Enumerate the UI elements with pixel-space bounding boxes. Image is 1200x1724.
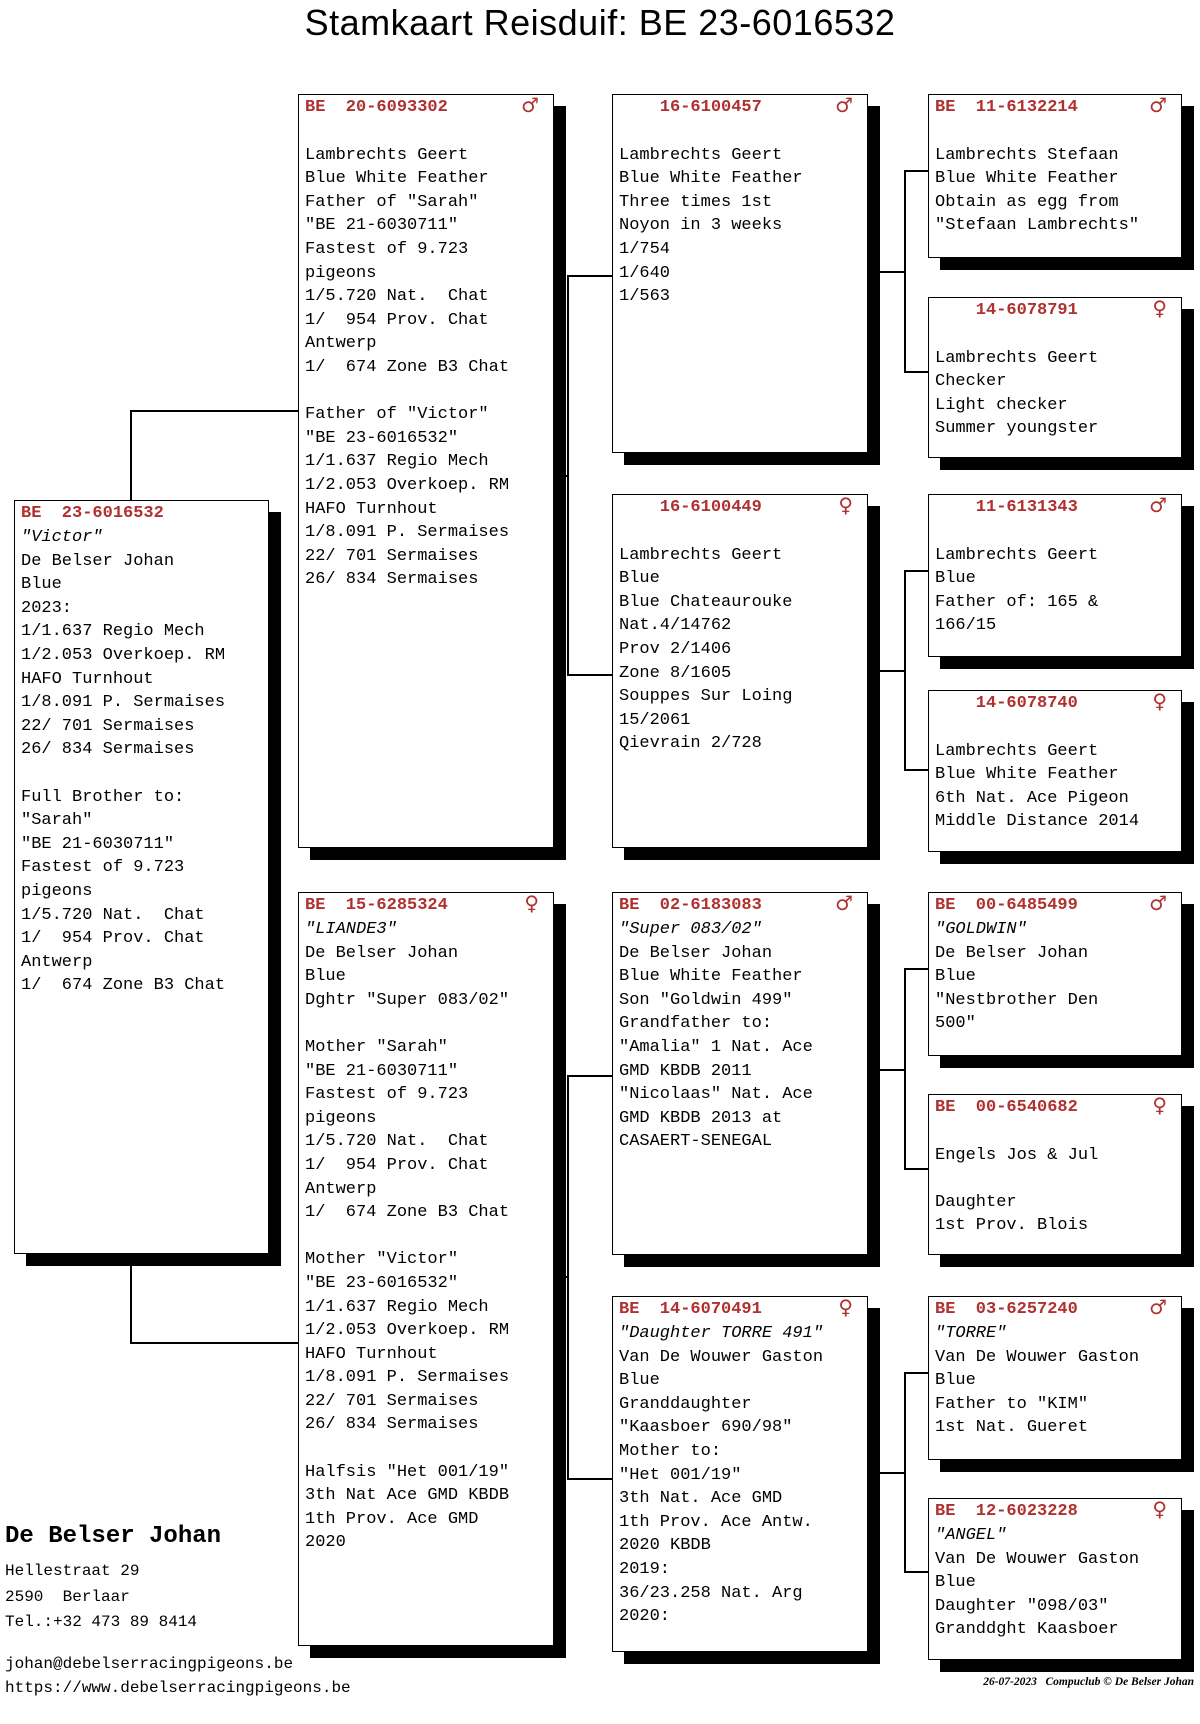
pedigree-line: De Belser Johan [619,943,773,963]
pedigree-line: Fastest of 9.723 [305,1085,469,1105]
pedigree-line: Light checker [935,395,1068,415]
pigeon-card-ffm [928,297,1182,458]
pedigree-line: "TORRE" [935,1324,1007,1343]
pedigree-line: 1/754 [619,239,671,259]
pedigree-line: 1/ 674 Zone B3 Chat [21,976,226,996]
pedigree-line: 26/ 834 Sermaises [305,1415,479,1435]
pedigree-line: "Super 083/02" [619,920,762,939]
connector-line [567,674,612,676]
pedigree-line: Three times 1st [619,192,773,212]
ring-number-text: BE 23-6016532 [21,504,164,523]
pedigree-line: Obtain as egg from [935,192,1119,212]
pedigree-line: 2020: [619,1607,671,1627]
pedigree-line: Son "Goldwin 499" [619,990,793,1010]
pedigree-line: 3th Nat Ace GMD KBDB [305,1486,510,1506]
ring-number [305,894,547,918]
owner-phone: Tel.:+32 473 89 8414 [5,1613,198,1631]
ring-number [935,299,1175,323]
pigeon-card-subject [14,500,269,1254]
pedigree-line: Halfsis "Het 001/19" [305,1462,510,1482]
pedigree-line: Dghtr "Super 083/02" [305,990,510,1010]
pedigree-line: Blue White Feather [935,169,1119,189]
pedigree-line: 1/1.637 Regio Mech [305,452,489,472]
male-icon: ♂ [1149,494,1167,517]
pedigree-line: 22/ 701 Sermaises [305,546,479,566]
pigeon-card-father-father [612,94,868,453]
male-icon: ♂ [1149,94,1167,117]
pigeon-card-father-mother [612,494,868,848]
pedigree-line [935,520,1175,544]
pedigree-line: Antwerp [305,334,377,354]
pedigree-line: 2020 [305,1533,346,1553]
page-title: Stamkaart Reisduif: BE 23-6016532 [304,2,896,43]
pedigree-line: Lambrechts Geert [935,741,1099,761]
ring-number-text: BE 14-6070491 [619,1300,762,1319]
pedigree-line: Blue [619,1371,660,1391]
pedigree-line [305,120,547,144]
connector-line [904,1168,928,1170]
pedigree-line: GMD KBDB 2013 at [619,1108,783,1128]
pedigree-line: Blue [935,1371,976,1391]
ring-number-text: 16-6100457 [619,98,762,117]
pedigree-line: "Stefaan Lambrechts" [935,216,1140,236]
pedigree-line: "ANGEL" [935,1526,1007,1545]
connector-line [868,670,906,672]
male-icon: ♂ [1149,1296,1167,1319]
pedigree-line: Blue [305,967,346,987]
pedigree-line: 1st Prov. Blois [935,1216,1089,1236]
pedigree-line [619,120,861,144]
pedigree-line [305,1012,547,1036]
pedigree-line: Blue White Feather [619,169,803,189]
pigeon-card-mmf [928,1296,1182,1460]
pedigree-line [935,716,1175,740]
pedigree-line: De Belser Johan [305,943,459,963]
pedigree-line: Lambrechts Geert [935,545,1099,565]
pedigree-line: Blue [619,569,660,589]
ring-number [935,1096,1175,1120]
male-icon: ♂ [835,892,853,915]
pedigree-line: Father to "KIM" [935,1394,1089,1414]
pedigree-line: Blue Chateaurouke [619,592,793,612]
pedigree-line: Zone 8/1605 [619,663,732,683]
pedigree-line: 1/ 954 Prov. Chat [305,310,489,330]
connector-line [130,410,300,412]
pedigree-line: De Belser Johan [935,943,1089,963]
ring-number-text: BE 00-6540682 [935,1098,1078,1117]
pedigree-line: Granddght Kaasboer [935,1620,1119,1640]
ring-number [21,502,262,526]
pedigree-line: 1/2.053 Overkoep. RM [21,645,226,665]
connector-line [868,271,906,273]
owner-email[interactable]: johan@debelserracingpigeons.be [5,1655,294,1673]
pedigree-line: Blue White Feather [305,169,489,189]
pedigree-line [305,1437,547,1461]
ring-number-text: BE 11-6132214 [935,98,1078,117]
ring-number-text: 14-6078740 [935,694,1078,713]
pigeon-card-mfm [928,1094,1182,1255]
connector-line [904,371,928,373]
ring-number [935,1500,1175,1524]
pedigree-line: Lambrechts Geert [935,348,1099,368]
pedigree-line: HAFO Turnhout [305,1344,438,1364]
ring-number-text: BE 15-6285324 [305,896,448,915]
pedigree-line: Blue White Feather [619,967,803,987]
ring-number-text: BE 03-6257240 [935,1300,1078,1319]
ring-number [935,894,1175,918]
pedigree-line: 1/8.091 P. Sermaises [21,693,226,713]
pedigree-line: Lambrechts Geert [305,145,469,165]
pedigree-line: "Nestbrother Den [935,990,1099,1010]
pedigree-line: "Sarah" [21,811,93,831]
pedigree-line: Antwerp [305,1179,377,1199]
pedigree-line: Mother "Victor" [305,1250,459,1270]
pedigree-line: 1th Prov. Ace Antw. [619,1512,813,1532]
ring-number [935,496,1175,520]
pedigree-line [935,323,1175,347]
female-icon: ♀ [838,494,853,517]
connector-line [868,1069,906,1071]
pedigree-line: Lambrechts Geert [619,545,783,565]
pedigree-line [935,120,1175,144]
female-icon: ♀ [1152,297,1167,320]
pedigree-line [305,1225,547,1249]
female-icon: ♀ [1152,690,1167,713]
pedigree-line: 1/640 [619,263,671,283]
pedigree-line: pigeons [305,1108,377,1128]
pedigree-line: 36/23.258 Nat. Arg [619,1583,803,1603]
pedigree-line: Blue [935,1573,976,1593]
pigeon-card-mmm [928,1498,1182,1660]
ring-number [935,96,1175,120]
pedigree-line: 26/ 834 Sermaises [305,570,479,590]
pedigree-line: "Kaasboer 690/98" [619,1418,793,1438]
pigeon-card-mff [928,892,1182,1056]
ring-number-text: BE 02-6183083 [619,896,762,915]
pedigree-line: 1/5.720 Nat. Chat [21,905,205,925]
ring-number [305,96,547,120]
pigeon-card-mother-father [612,892,868,1255]
pedigree-line: Souppes Sur Loing [619,687,793,707]
pedigree-line: 26/ 834 Sermaises [21,740,195,760]
pedigree-line: Father of: 165 & [935,592,1099,612]
pedigree-line: "Daughter TORRE 491" [619,1324,824,1343]
pigeon-card-father [298,94,554,848]
pedigree-line [619,520,861,544]
pedigree-line: Nat.4/14762 [619,616,732,636]
pedigree-line: Summer youngster [935,419,1099,439]
pedigree-line: "Victor" [21,528,103,547]
pedigree-line: Antwerp [21,952,93,972]
pedigree-line: HAFO Turnhout [305,499,438,519]
connector-line [130,410,132,500]
ring-number [935,692,1175,716]
pedigree-line: "GOLDWIN" [935,920,1027,939]
connector-line [904,769,928,771]
ring-number-text: 14-6078791 [935,301,1078,320]
pedigree-line: "BE 23-6016532" [305,428,459,448]
pedigree-line: 1/5.720 Nat. Chat [305,287,489,307]
pedigree-line: Fastest of 9.723 [21,858,185,878]
pedigree-line: 2019: [619,1559,671,1579]
male-icon: ♂ [835,94,853,117]
pedigree-line: 1/8.091 P. Sermaises [305,1368,510,1388]
connector-line [567,1478,612,1480]
male-icon: ♂ [521,94,539,117]
pigeon-card-fmf [928,494,1182,657]
ring-number [619,894,861,918]
female-icon: ♀ [838,1296,853,1319]
connector-line [904,570,928,572]
connector-line [904,1372,928,1374]
pedigree-line: Lambrechts Stefaan [935,145,1119,165]
pedigree-line: HAFO Turnhout [21,669,154,689]
ring-number-text: 16-6100449 [619,498,762,517]
pedigree-line: 3th Nat. Ace GMD [619,1489,783,1509]
ring-number-text: BE 12-6023228 [935,1502,1078,1521]
pedigree-line: 2023: [21,598,73,618]
ring-number [935,1298,1175,1322]
pedigree-line: 1/ 674 Zone B3 Chat [305,1203,510,1223]
pedigree-line: Van De Wouwer Gaston [935,1347,1140,1367]
pedigree-line: 1st Nat. Gueret [935,1418,1089,1438]
connector-line [554,475,568,477]
pigeon-card-fff [928,94,1182,258]
pedigree-line: "BE 23-6016532" [305,1273,459,1293]
ring-number-text: 11-6131343 [935,498,1078,517]
female-icon: ♀ [524,892,539,915]
pedigree-line: 22/ 701 Sermaises [21,716,195,736]
pedigree-line: "LIANDE3" [305,920,397,939]
pedigree-line: Blue [935,569,976,589]
pedigree-line: Lambrechts Geert [619,145,783,165]
pedigree-line: Engels Jos & Jul [935,1145,1099,1165]
connector-line [904,1571,928,1573]
pedigree-line: 500" [935,1014,976,1034]
pedigree-line: Father of "Victor" [305,405,489,425]
pedigree-line: 22/ 701 Sermaises [305,1391,479,1411]
owner-name: De Belser Johan [5,1523,222,1550]
female-icon: ♀ [1152,1498,1167,1521]
pigeon-card-mother [298,892,554,1646]
pedigree-line: 15/2061 [619,710,691,730]
pedigree-line: Daughter "098/03" [935,1596,1109,1616]
pedigree-line: 1th Prov. Ace GMD [305,1509,479,1529]
pigeon-card-fmm [928,690,1182,852]
pedigree-line: Granddaughter [619,1394,752,1414]
male-icon: ♂ [1149,892,1167,915]
pedigree-line: 1/ 954 Prov. Chat [305,1155,489,1175]
pedigree-line: Fastest of 9.723 [305,239,469,259]
owner-street: Hellestraat 29 [5,1562,140,1580]
ring-number-text: BE 20-6093302 [305,98,448,117]
pedigree-line: "BE 21-6030711" [21,834,175,854]
pedigree-line: Full Brother to: [21,787,185,807]
connector-line [554,1276,568,1278]
pedigree-line [305,380,547,404]
connector-line [904,170,928,172]
pedigree-line: De Belser Johan [21,551,175,571]
ring-number [619,96,861,120]
pedigree-line: 1/1.637 Regio Mech [305,1297,489,1317]
pedigree-line: GMD KBDB 2011 [619,1061,752,1081]
pedigree-line: pigeons [305,263,377,283]
pedigree-line: Blue [935,967,976,987]
pedigree-line: Noyon in 3 weeks [619,216,783,236]
pedigree-line: "BE 21-6030711" [305,1061,459,1081]
pedigree-line: 1/1.637 Regio Mech [21,622,205,642]
pedigree-line: Qievrain 2/728 [619,734,762,754]
pedigree-line: 6th Nat. Ace Pigeon [935,788,1129,808]
pedigree-line: pigeons [21,881,93,901]
pedigree-line: 1/ 674 Zone B3 Chat [305,357,510,377]
pedigree-line: Prov 2/1406 [619,639,732,659]
connector-line [868,1472,906,1474]
pedigree-line: 166/15 [935,616,997,636]
connector-line [130,1342,300,1344]
pedigree-line: 2020 KBDB [619,1536,711,1556]
pedigree-line: Mother "Sarah" [305,1037,448,1057]
pigeon-card-mother-mother [612,1296,868,1652]
connector-line [567,1075,612,1077]
pedigree-line: 1/2.053 Overkoep. RM [305,475,510,495]
ring-number [619,496,861,520]
pedigree-line: "Amalia" 1 Nat. Ace [619,1037,813,1057]
pedigree-line: "BE 21-6030711" [305,216,459,236]
pedigree-line: "Nicolaas" Nat. Ace [619,1085,813,1105]
pedigree-line: Van De Wouwer Gaston [619,1347,824,1367]
female-icon: ♀ [1152,1094,1167,1117]
pedigree-line: Middle Distance 2014 [935,812,1140,832]
pedigree-line: 1/8.091 P. Sermaises [305,523,510,543]
ring-number-text: BE 00-6485499 [935,896,1078,915]
pedigree-line: Daughter [935,1192,1017,1212]
pedigree-line: Blue [21,575,62,595]
owner-city: 2590 Berlaar [5,1588,130,1606]
pedigree-line: Van De Wouwer Gaston [935,1549,1140,1569]
pedigree-line: 1/ 954 Prov. Chat [21,929,205,949]
pedigree-line: Mother to: [619,1441,722,1461]
pedigree-line: 1/563 [619,287,671,307]
pedigree-line: Checker [935,372,1007,392]
pedigree-line: Blue White Feather [935,765,1119,785]
pedigree-line: 1/2.053 Overkoep. RM [305,1321,510,1341]
pedigree-line: 1/5.720 Nat. Chat [305,1132,489,1152]
pedigree-line: CASAERT-SENEGAL [619,1132,773,1152]
pedigree-line [21,762,262,786]
connector-line [567,275,612,277]
connector-line [130,1254,132,1344]
pedigree-line: Father of "Sarah" [305,192,479,212]
connector-line [904,968,928,970]
pedigree-line: Grandfather to: [619,1014,773,1034]
pedigree-line: "Het 001/19" [619,1465,742,1485]
print-date-credit: 26-07-2023 Compuclub © De Belser Johan [983,1676,1194,1688]
pedigree-line [935,1120,1175,1144]
pedigree-line [935,1167,1175,1191]
owner-website[interactable]: https://www.debelserracingpigeons.be [5,1679,351,1697]
ring-number [619,1298,861,1322]
